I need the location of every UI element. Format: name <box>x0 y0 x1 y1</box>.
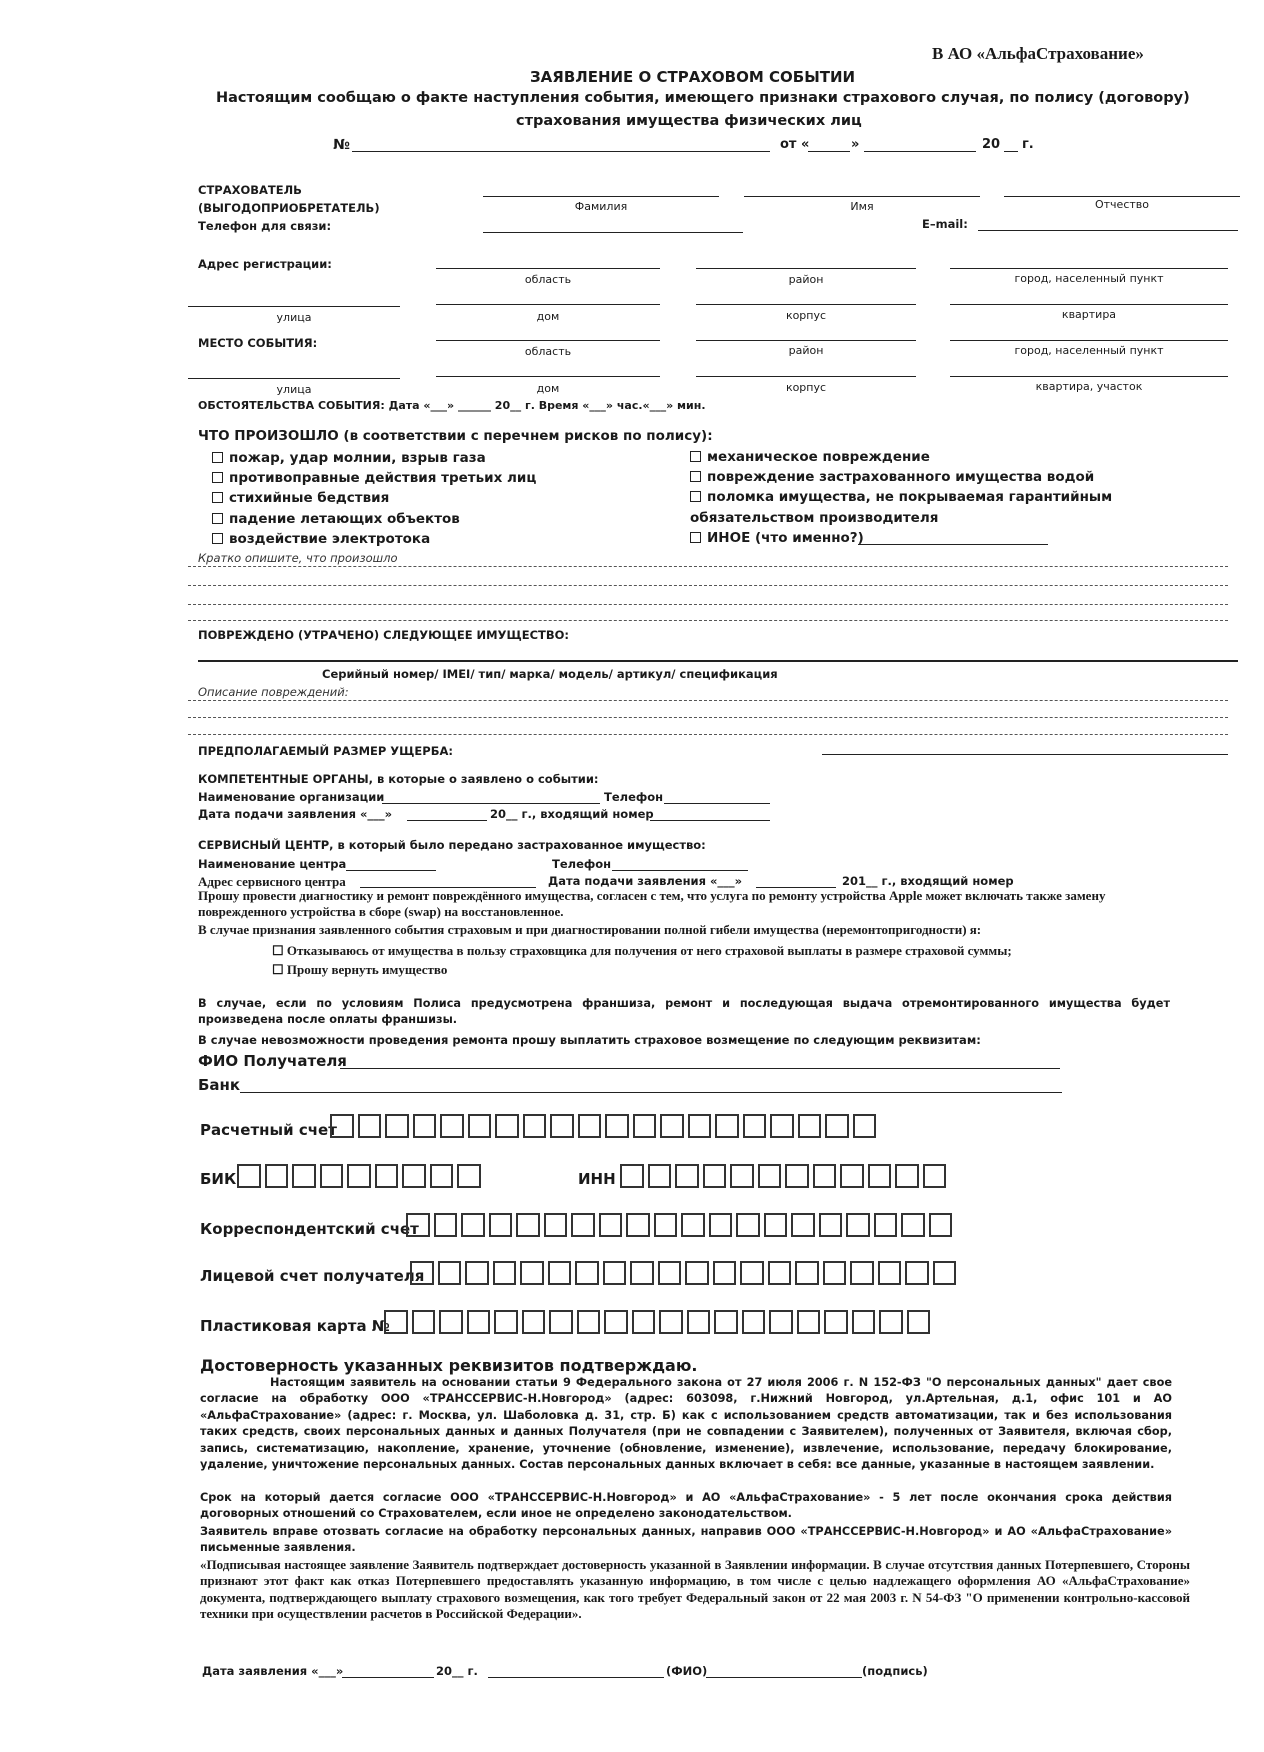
digit-box[interactable] <box>544 1213 568 1237</box>
digit-box[interactable] <box>320 1164 344 1188</box>
digit-box[interactable] <box>736 1213 760 1237</box>
policy-from-label: от « <box>780 137 810 152</box>
consent-paragraph-1: Настоящим заявитель на основании статьи 9 Федерального закона от 27 июля 2006 г. N 152-ФЗ "О персональных данных" дает свое согласие на обработку ООО «ТРАНССЕРВИС-Н.Новгород» (адрес: 603098, г.Нижний Новгород, ул.Артельная, д.1, офис 101 и АО «АльфаСтрахование» (адрес: г. Москва, ул. Шаболовка д. 31, стр. Б) как с использованием средств автоматизации, так и без использования таких средств, своих персональных данных и данных Получателя (при не совпадении с Заявителем), полученных от Заявителя, включая сбор, запись, систематизацию, накопление, хранение, уточнение (обновление, изменение), извлечение, использование, передачу блокирование, удаление, уничтожение персональных данных. Состав персональных данных включает в себя: все данные, указанные в настоящем заявлении. <box>200 1376 1172 1472</box>
reg-house-field[interactable] <box>436 304 660 305</box>
settlement-account-label: Расчетный счет <box>200 1121 337 1139</box>
reg-region-field[interactable] <box>436 268 660 269</box>
digit-box[interactable] <box>237 1164 261 1188</box>
option-refuse[interactable] <box>272 943 1012 959</box>
digit-box[interactable] <box>874 1213 898 1237</box>
risk-electric[interactable] <box>212 531 430 547</box>
digit-box[interactable] <box>852 1310 876 1334</box>
policy-number-label: № <box>333 137 350 153</box>
digit-box[interactable] <box>358 1114 382 1138</box>
digit-box[interactable] <box>468 1114 492 1138</box>
option-refuse-label: Отказываюсь от имущества в пользу страховщика для получения от него страховой выплаты в размере страховой суммы; <box>286 943 1012 958</box>
policy-quote-close: » <box>851 137 860 152</box>
confirm-heading: Достоверность указанных реквизитов подтверждаю. <box>200 1356 698 1375</box>
form-subtitle-line2: страхования имущества физических лиц <box>516 113 862 129</box>
risk-mechanical[interactable] <box>690 449 930 465</box>
payout-text: В случае невозможности проведения ремонта прошу выплатить страховое возмещение по следующим реквизитам: <box>198 1033 981 1047</box>
digit-box[interactable] <box>785 1164 809 1188</box>
digit-box[interactable] <box>577 1310 601 1334</box>
digit-box[interactable] <box>605 1114 629 1138</box>
email-field[interactable] <box>978 230 1238 231</box>
repair-request-text: Прошу провести диагностику и ремонт повреждённого имущества, согласен с тем, что услуга по ремонту устройства Apple может включать также замену поврежденного устройства в сборе (swap) на восстановленное. <box>198 888 1106 920</box>
digit-box[interactable] <box>764 1213 788 1237</box>
digit-box[interactable] <box>688 1114 712 1138</box>
digit-box[interactable] <box>438 1261 462 1285</box>
digit-box[interactable] <box>516 1213 540 1237</box>
digit-box[interactable] <box>703 1164 727 1188</box>
digit-box[interactable] <box>495 1114 519 1138</box>
digit-box[interactable] <box>770 1114 794 1138</box>
bank-field[interactable] <box>240 1092 1062 1093</box>
digit-box[interactable] <box>430 1164 454 1188</box>
ev-house-field[interactable] <box>436 376 660 377</box>
digit-box[interactable] <box>907 1310 931 1334</box>
personal-account-boxes[interactable] <box>410 1261 960 1285</box>
ev-region-caption: область <box>524 345 572 358</box>
digit-box[interactable] <box>658 1261 682 1285</box>
franchise-text: В случае, если по условиям Полиса предусмотрена франшиза, ремонт и последующая выдача отремонтированного имущества будет произведена после оплаты франшизы. <box>198 997 1170 1027</box>
footer-year-label: 20__ г. <box>436 1664 478 1678</box>
consent-paragraph-3: Заявитель вправе отозвать согласие на обработку персональных данных, направив ООО «ТРАНССЕРВИС-Н.Новгород» и АО «АльфаСтрахование» письменные заявления. <box>200 1525 1172 1555</box>
risk-breakdown-label: поломка имущества, не покрываемая гарантийным <box>707 489 1113 505</box>
inn-label: ИНН <box>578 1170 616 1188</box>
describe-line-1[interactable] <box>188 566 1228 567</box>
digit-box[interactable] <box>879 1310 903 1334</box>
reg-apartment-caption: квартира <box>1061 308 1117 321</box>
damage-description-label: Описание повреждений: <box>198 685 349 699</box>
estimated-damage-label: ПРЕДПОЛАГАЕМЫЙ РАЗМЕР УЩЕРБА: <box>198 744 453 758</box>
ev-city-caption: город, населенный пункт <box>1014 344 1164 357</box>
inn-boxes[interactable] <box>620 1164 950 1188</box>
digit-box[interactable] <box>522 1310 546 1334</box>
ev-district-field[interactable] <box>696 340 916 341</box>
digit-box[interactable] <box>923 1164 947 1188</box>
digit-box[interactable] <box>730 1164 754 1188</box>
insurer-label: СТРАХОВАТЕЛЬ <box>198 183 302 197</box>
damaged-item-field[interactable] <box>198 660 1238 662</box>
checkbox-icon <box>690 491 701 502</box>
digit-box[interactable] <box>813 1164 837 1188</box>
digit-box[interactable] <box>620 1164 644 1188</box>
surname-field[interactable] <box>483 196 719 197</box>
addressee: В АО «АльфаСтрахование» <box>932 44 1144 63</box>
digit-box[interactable] <box>798 1114 822 1138</box>
digit-box[interactable] <box>402 1164 426 1188</box>
digit-box[interactable] <box>548 1261 572 1285</box>
card-boxes[interactable] <box>384 1310 934 1334</box>
digit-box[interactable] <box>819 1213 843 1237</box>
authority-date-label: Дата подачи заявления «___» <box>198 807 393 821</box>
policy-year-label: 20 <box>982 137 1001 152</box>
bank-label: Банк <box>198 1076 241 1094</box>
policy-month-field[interactable] <box>864 151 976 152</box>
digit-box[interactable] <box>685 1261 709 1285</box>
digit-box[interactable] <box>825 1114 849 1138</box>
digit-box[interactable] <box>632 1310 656 1334</box>
checkbox-icon <box>690 532 701 543</box>
digit-box[interactable] <box>410 1261 434 1285</box>
digit-box[interactable] <box>549 1310 573 1334</box>
serial-caption: Серийный номер/ IMEI/ тип/ марка/ модель/ артикул/ спецификация <box>322 667 778 681</box>
footer-fio-field[interactable] <box>488 1677 664 1678</box>
digit-box[interactable] <box>791 1213 815 1237</box>
policy-number-field[interactable] <box>352 151 770 152</box>
checkbox-icon <box>690 471 701 482</box>
risk-electric-label: воздействие электротока <box>229 531 431 547</box>
form-subtitle-line1: Настоящим сообщаю о факте наступления события, имеющего признаки страхового случая, по полису (договору) <box>216 90 1190 106</box>
registration-label: Адрес регистрации: <box>198 257 332 271</box>
ev-apartment-field[interactable] <box>950 376 1228 377</box>
digit-box[interactable] <box>742 1310 766 1334</box>
digit-box[interactable] <box>523 1114 547 1138</box>
policy-day-field[interactable] <box>808 151 850 152</box>
consent-paragraph-2: Срок на который дается согласие ООО «ТРАНССЕРВИС-Н.Новгород» и АО «АльфаСтрахование» - 5 лет после окончания срока действия договорных отношений со Страхователем, если иное не определено законодательством. <box>200 1491 1172 1521</box>
option-return-label: Прошу вернуть имущество <box>286 962 448 977</box>
digit-box[interactable] <box>795 1261 819 1285</box>
digit-box[interactable] <box>604 1310 628 1334</box>
risk-water[interactable] <box>690 469 1094 485</box>
reg-district-caption: район <box>788 273 824 286</box>
digit-box[interactable] <box>434 1213 458 1237</box>
digit-box[interactable] <box>467 1310 491 1334</box>
risk-breakdown-continuation: обязательством производителя <box>690 510 939 526</box>
digit-box[interactable] <box>823 1261 847 1285</box>
service-center-heading: СЕРВИСНЫЙ ЦЕНТР, в который было передано застрахованное имущество: <box>198 838 706 852</box>
service-center-address-label: Адрес сервисного центра <box>198 874 346 889</box>
recipient-field[interactable] <box>340 1068 1060 1069</box>
reg-house-caption: дом <box>536 310 560 323</box>
checkbox-icon <box>212 452 223 463</box>
risk-falling-objects[interactable] <box>212 511 460 527</box>
digit-box[interactable] <box>550 1114 574 1138</box>
digit-box[interactable] <box>878 1261 902 1285</box>
describe-prompt: Кратко опишите, что произошло <box>198 551 398 565</box>
digit-box[interactable] <box>681 1213 705 1237</box>
footer-date-label: Дата заявления «___» <box>202 1664 344 1678</box>
authority-year-label: 20__ г., входящий номер <box>490 807 654 821</box>
reg-region-caption: область <box>524 273 572 286</box>
reg-district-field[interactable] <box>696 268 916 269</box>
damage-line-3[interactable] <box>188 734 1228 735</box>
ev-district-caption: район <box>788 344 824 357</box>
ev-house-caption: дом <box>536 382 560 395</box>
ev-apartment-caption: квартира, участок <box>1035 380 1143 393</box>
option-checkbox-icon: ☐ <box>272 943 287 958</box>
reg-building-field[interactable] <box>696 304 916 305</box>
digit-box[interactable] <box>660 1114 684 1138</box>
digit-box[interactable] <box>493 1261 517 1285</box>
policy-year-field[interactable] <box>1004 151 1018 152</box>
service-center-phone-label: Телефон <box>552 857 612 871</box>
footer-signature-label: (подпись) <box>862 1664 928 1678</box>
checkbox-icon <box>690 451 701 462</box>
card-label: Пластиковая карта № <box>200 1317 390 1335</box>
bik-boxes[interactable] <box>237 1164 485 1188</box>
checkbox-icon <box>212 492 223 503</box>
estimated-damage-field[interactable] <box>822 754 1228 755</box>
damage-line-1[interactable] <box>188 700 1228 701</box>
digit-box[interactable] <box>769 1310 793 1334</box>
digit-box[interactable] <box>489 1213 513 1237</box>
risk-mechanical-label: механическое повреждение <box>707 449 930 465</box>
digit-box[interactable] <box>648 1164 672 1188</box>
service-center-name-field[interactable] <box>346 870 436 871</box>
digit-box[interactable] <box>265 1164 289 1188</box>
reg-city-field[interactable] <box>950 268 1228 269</box>
digit-box[interactable] <box>797 1310 821 1334</box>
patronymic-caption: Отчество <box>1094 198 1149 211</box>
option-checkbox-icon: ☐ <box>272 962 287 977</box>
risk-water-label: повреждение застрахованного имущества водой <box>707 469 1095 485</box>
checkbox-icon <box>212 472 223 483</box>
beneficiary-label: (ВЫГОДОПРИОБРЕТАТЕЛЬ) <box>198 201 380 215</box>
digit-box[interactable] <box>330 1114 354 1138</box>
footer-signature-field[interactable] <box>706 1677 862 1678</box>
digit-box[interactable] <box>740 1261 764 1285</box>
digit-box[interactable] <box>384 1310 408 1334</box>
digit-box[interactable] <box>413 1114 437 1138</box>
digit-box[interactable] <box>630 1261 654 1285</box>
personal-account-label: Лицевой счет получателя <box>200 1267 425 1285</box>
digit-box[interactable] <box>603 1261 627 1285</box>
digit-box[interactable] <box>824 1310 848 1334</box>
digit-box[interactable] <box>846 1213 870 1237</box>
digit-box[interactable] <box>929 1213 953 1237</box>
digit-box[interactable] <box>768 1261 792 1285</box>
authorities-heading: КОМПЕТЕНТНЫЕ ОРГАНЫ, в которые о заявлено о событии: <box>198 772 599 786</box>
settlement-account-boxes[interactable] <box>330 1114 880 1138</box>
digit-box[interactable] <box>743 1114 767 1138</box>
digit-box[interactable] <box>406 1213 430 1237</box>
digit-box[interactable] <box>578 1114 602 1138</box>
correspondent-account-boxes[interactable] <box>406 1213 956 1237</box>
damage-line-2[interactable] <box>188 717 1228 718</box>
risk-fire[interactable] <box>212 450 486 466</box>
digit-box[interactable] <box>758 1164 782 1188</box>
describe-line-4[interactable] <box>188 620 1228 621</box>
digit-box[interactable] <box>626 1213 650 1237</box>
risk-fire-label: пожар, удар молнии, взрыв газа <box>229 450 486 466</box>
circumstances-label: ОБСТОЯТЕЛЬСТВА СОБЫТИЯ: Дата «___» ______ 20__ г. Время «___» час.«___» мин. <box>198 399 706 412</box>
risk-other-field[interactable] <box>858 544 1048 545</box>
ev-building-caption: корпус <box>785 381 827 394</box>
bik-label: БИК <box>200 1170 237 1188</box>
checkbox-icon <box>212 513 223 524</box>
form-title: ЗАЯВЛЕНИЕ О СТРАХОВОМ СОБЫТИИ <box>530 68 856 86</box>
digit-box[interactable] <box>465 1261 489 1285</box>
digit-box[interactable] <box>933 1261 957 1285</box>
ev-street-caption: улица <box>276 383 312 396</box>
digit-box[interactable] <box>633 1114 657 1138</box>
risk-third-party-label: противоправные действия третьих лиц <box>229 470 537 486</box>
service-center-name-label: Наименование центра <box>198 857 347 871</box>
reg-city-caption: город, населенный пункт <box>1014 272 1164 285</box>
reg-apartment-field[interactable] <box>950 304 1228 305</box>
digit-box[interactable] <box>412 1310 436 1334</box>
footer-month-field[interactable] <box>342 1677 434 1678</box>
authority-month-field[interactable] <box>407 820 487 821</box>
digit-box[interactable] <box>687 1310 711 1334</box>
authority-org-label: Наименование организации <box>198 790 385 804</box>
email-label: E–mail: <box>922 217 968 231</box>
authority-phone-label: Телефон <box>604 790 664 804</box>
digit-box[interactable] <box>654 1213 678 1237</box>
digit-box[interactable] <box>457 1164 481 1188</box>
digit-box[interactable] <box>713 1261 737 1285</box>
damaged-heading: ПОВРЕЖДЕНО (УТРАЧЕНО) СЛЕДУЮЩЕЕ ИМУЩЕСТВО: <box>198 628 570 642</box>
digit-box[interactable] <box>709 1213 733 1237</box>
reg-street-field[interactable] <box>188 306 400 307</box>
risk-breakdown[interactable] <box>690 489 1112 505</box>
digit-box[interactable] <box>494 1310 518 1334</box>
risk-other-label: ИНОЕ (что именно?) <box>707 530 864 546</box>
digit-box[interactable] <box>868 1164 892 1188</box>
risk-natural-label: стихийные бедствия <box>229 490 390 506</box>
describe-line-2[interactable] <box>188 585 1228 586</box>
phone-field[interactable] <box>483 232 743 233</box>
what-happened-heading: ЧТО ПРОИЗОШЛО (в соответствии с перечнем рисков по полису): <box>198 428 713 444</box>
footer-fio-label: (ФИО) <box>666 1664 708 1678</box>
digit-box[interactable] <box>850 1261 874 1285</box>
reg-street-caption: улица <box>276 311 312 324</box>
digit-box[interactable] <box>901 1213 925 1237</box>
digit-box[interactable] <box>375 1164 399 1188</box>
digit-box[interactable] <box>905 1261 929 1285</box>
phone-label: Телефон для связи: <box>198 219 332 233</box>
service-center-year-label: 201__ г., входящий номер <box>842 874 1014 888</box>
name-field[interactable] <box>744 196 980 197</box>
digit-box[interactable] <box>853 1114 877 1138</box>
correspondent-account-label: Корреспондентский счет <box>200 1220 419 1238</box>
reg-building-caption: корпус <box>785 309 827 322</box>
surname-caption: Фамилия <box>574 200 628 213</box>
option-return[interactable] <box>272 962 447 978</box>
ev-street-field[interactable] <box>188 378 400 379</box>
digit-box[interactable] <box>599 1213 623 1237</box>
digit-box[interactable] <box>347 1164 371 1188</box>
digit-box[interactable] <box>840 1164 864 1188</box>
digit-box[interactable] <box>715 1114 739 1138</box>
total-loss-text: В случае признания заявленного события страховым и при диагностировании полной гибели имущества (неремонтопригодности) я: <box>198 922 982 937</box>
event-place-label: МЕСТО СОБЫТИЯ: <box>198 336 318 350</box>
digit-box[interactable] <box>659 1310 683 1334</box>
digit-box[interactable] <box>385 1114 409 1138</box>
digit-box[interactable] <box>675 1164 699 1188</box>
describe-line-3[interactable] <box>188 604 1228 605</box>
consent-paragraph-4: «Подписывая настоящее заявление Заявитель подтверждает достоверность указанной в Заявлении информации. В случае отсутствия данных Потерпевшего, Стороны признают этот факт как отказ Потерпевшего предоставлять указанную информацию, в том числе с целью надлежащего оформления АО «АльфаСтрахование» документа, подтверждающего выплату страхового возмещения, как того требует Федеральный закон от 22 мая 2003 г. N 54-ФЗ "О применении контрольно-кассовой техники при осуществлении расчетов в Российской Федерации». <box>200 1557 1190 1622</box>
risk-natural[interactable] <box>212 490 389 506</box>
policy-year-suffix: г. <box>1022 137 1034 152</box>
ev-region-field[interactable] <box>436 340 660 341</box>
digit-box[interactable] <box>571 1213 595 1237</box>
authority-org-field[interactable] <box>382 803 600 804</box>
digit-box[interactable] <box>714 1310 738 1334</box>
digit-box[interactable] <box>461 1213 485 1237</box>
checkbox-icon <box>212 533 223 544</box>
recipient-label: ФИО Получателя <box>198 1052 347 1070</box>
digit-box[interactable] <box>439 1310 463 1334</box>
authority-incoming-field[interactable] <box>650 820 770 821</box>
digit-box[interactable] <box>895 1164 919 1188</box>
digit-box[interactable] <box>575 1261 599 1285</box>
risk-other[interactable] <box>690 530 864 546</box>
patronymic-field[interactable] <box>1004 196 1240 197</box>
digit-box[interactable] <box>292 1164 316 1188</box>
risk-falling-objects-label: падение летающих объектов <box>229 511 460 527</box>
name-caption: Имя <box>850 200 874 213</box>
ev-city-field[interactable] <box>950 340 1228 341</box>
service-center-phone-field[interactable] <box>612 870 748 871</box>
service-center-date-label: Дата подачи заявления «___» <box>548 874 743 888</box>
digit-box[interactable] <box>440 1114 464 1138</box>
ev-building-field[interactable] <box>696 376 916 377</box>
authority-phone-field[interactable] <box>664 803 770 804</box>
risk-third-party[interactable] <box>212 470 536 486</box>
digit-box[interactable] <box>520 1261 544 1285</box>
